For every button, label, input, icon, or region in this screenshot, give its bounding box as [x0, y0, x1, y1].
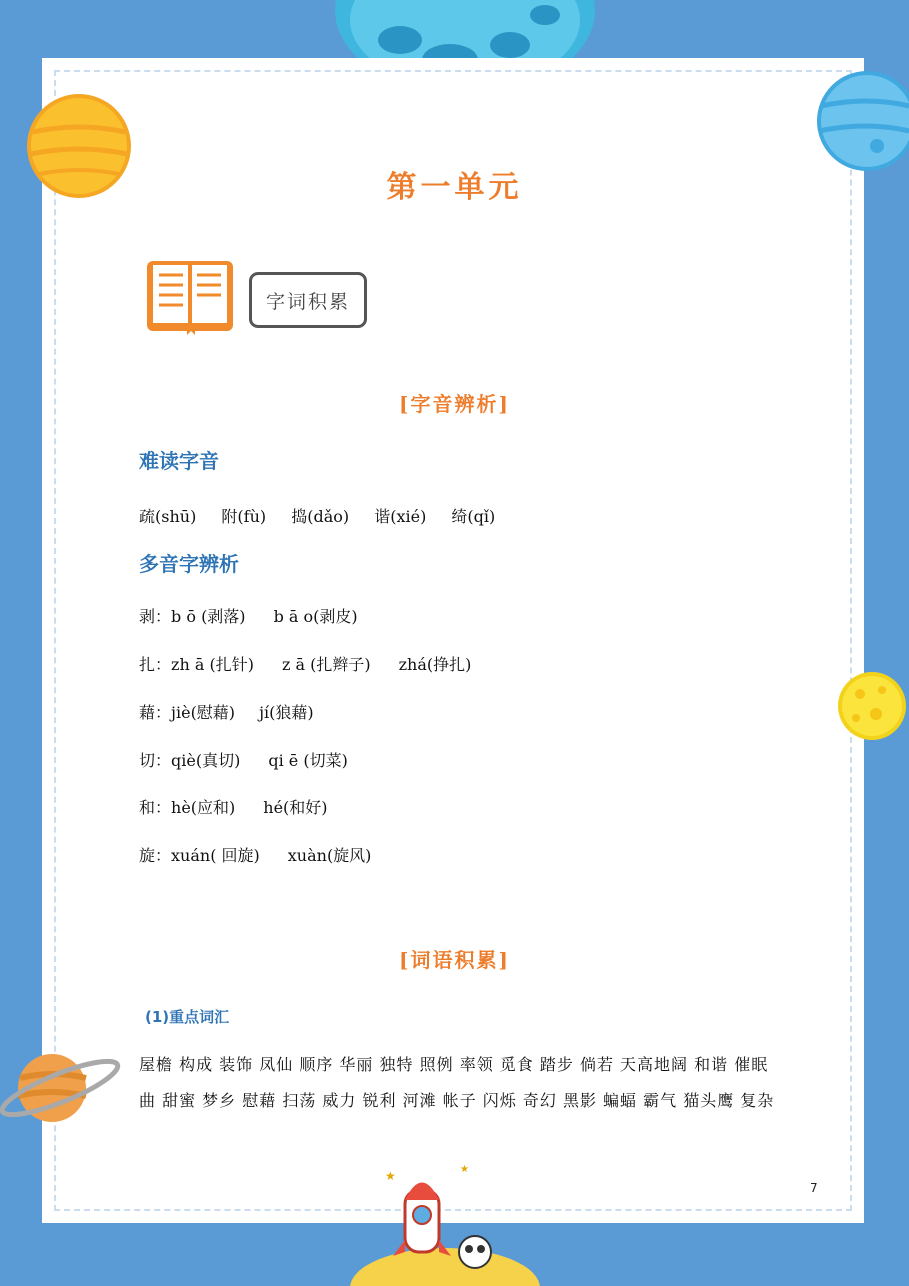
- polyphonic-reading: qi ē (切菜): [268, 751, 348, 770]
- vocab-badge: 字词积累: [249, 272, 367, 328]
- polyphonic-reading: z ā (扎辫子): [281, 655, 371, 674]
- polyphonic-row: [139, 652, 471, 675]
- pronunciation-item: 谐(xié): [374, 507, 427, 526]
- polyphonic-row: [139, 748, 348, 771]
- polyphonic-heading: 多音字辨析: [139, 552, 239, 576]
- polyphonic-char: 和：: [139, 798, 172, 817]
- ringed-planet-icon: [0, 1030, 130, 1140]
- polyphonic-char: 藉：: [139, 703, 172, 722]
- pronunciation-item: 附(fù): [221, 507, 267, 526]
- polyphonic-reading: xuàn(旋风): [287, 846, 372, 865]
- page-dashed-border: [54, 70, 852, 1211]
- polyphonic-row: [139, 604, 358, 627]
- section-title-pronunciation: [字音辨析]: [399, 392, 510, 416]
- polyphonic-char: 切：: [139, 751, 172, 770]
- polyphonic-reading: qiè(真切): [171, 751, 241, 770]
- key-vocab-heading: (1)重点词汇: [145, 1008, 230, 1026]
- polyphonic-reading: jí(狼藉): [259, 703, 314, 722]
- polyphonic-reading: hé(和好): [263, 798, 328, 817]
- pronunciation-item: 捣(dǎo): [291, 507, 350, 526]
- svg-text:★: ★: [460, 1164, 469, 1175]
- svg-text:★: ★: [385, 1169, 396, 1183]
- pronunciation-item: 疏(shū): [139, 507, 197, 526]
- section-title-vocabulary: [词语积累]: [399, 948, 510, 972]
- key-vocab-list: 屋檐 构成 装饰 凤仙 顺序 华丽 独特 照例 率领 觅食 踏步 倘若 天高地阔 和谐 催眠曲 甜蜜 梦乡 慰藉 扫荡 威力 锐利 河滩 帐子 闪烁 奇幻 黑影 蝙蝠 霸气 猫头鹰 复杂: [139, 1055, 775, 1110]
- polyphonic-reading: xuán( 回旋): [171, 846, 260, 865]
- polyphonic-reading: zhá(挣扎): [398, 655, 472, 674]
- book-icon: [145, 255, 237, 337]
- page-number: 7: [810, 1181, 818, 1195]
- polyphonic-reading: hè(应和): [171, 798, 236, 817]
- polyphonic-char: 旋：: [139, 846, 172, 865]
- blue-planet-icon: [815, 66, 909, 176]
- polyphonic-char: 扎：: [139, 655, 172, 674]
- rocket-icon: [345, 1160, 545, 1286]
- polyphonic-reading: b ō (剥落): [171, 607, 246, 626]
- difficult-pronunciation-list: [139, 504, 495, 527]
- polyphonic-reading: b ā o(剥皮): [273, 607, 358, 626]
- pronunciation-item: 绮(qǐ): [451, 507, 496, 526]
- polyphonic-row: [139, 700, 314, 723]
- polyphonic-reading: jiè(慰藉): [171, 703, 236, 722]
- cheese-moon-icon: [836, 670, 908, 742]
- polyphonic-row: [139, 843, 371, 866]
- page-title: 第一单元: [386, 170, 523, 205]
- polyphonic-char: 剥：: [139, 607, 172, 626]
- polyphonic-row: [139, 795, 328, 818]
- difficult-pronunciation-heading: 难读字音: [139, 449, 219, 473]
- polyphonic-reading: zh ā (扎针): [171, 655, 254, 674]
